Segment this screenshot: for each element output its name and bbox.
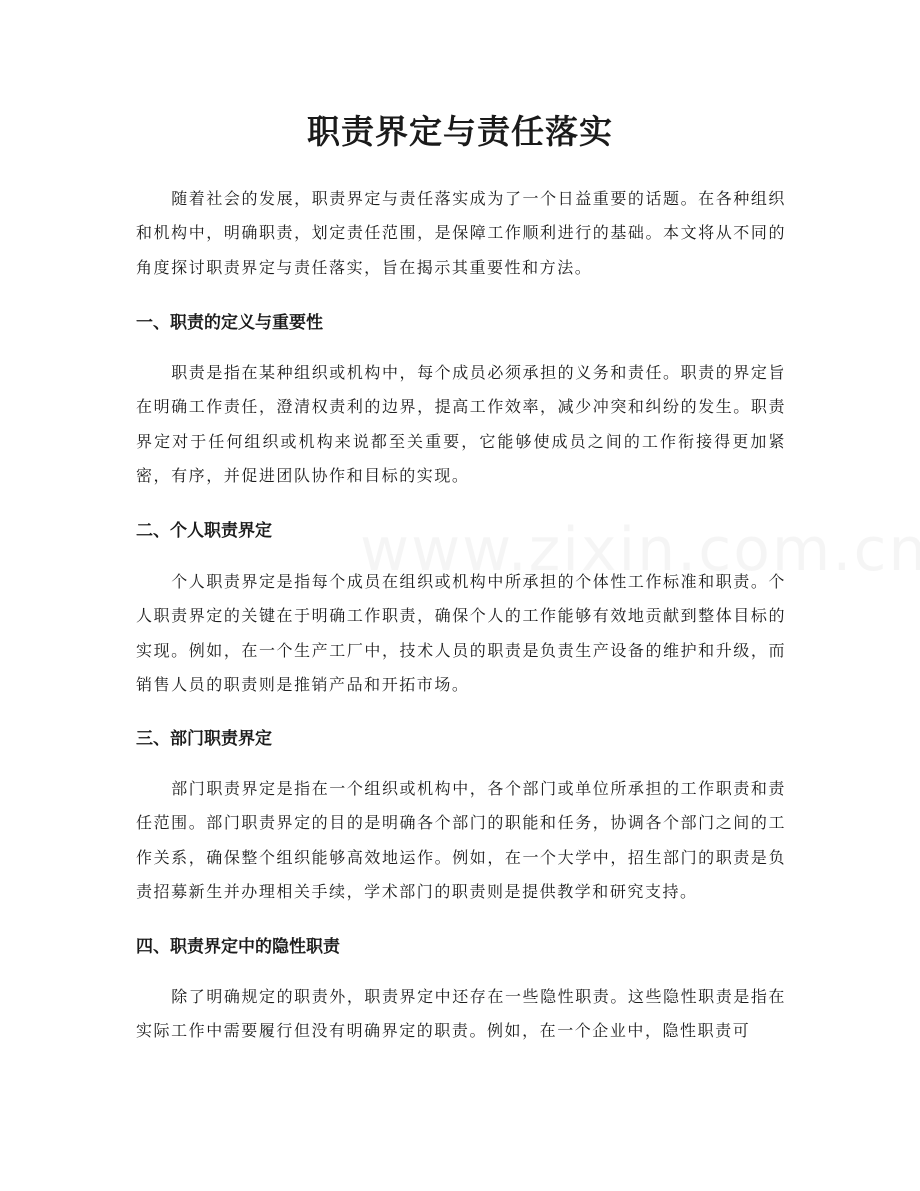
section-paragraph-4: 除了明确规定的职责外，职责界定中还存在一些隐性职责。这些隐性职责是指在实际工作中需要履行但没有明确界定的职责。例如，在一个企业中，隐性职责可 (136, 987, 786, 1041)
page-title: 职责界定与责任落实 (307, 112, 613, 151)
intro-paragraph: 随着社会的发展，职责界定与责任落实成为了一个日益重要的话题。在各种组织和机构中，明确职责，划定责任范围，是保障工作顺利进行的基础。本文将从不同的角度探讨职责界定与责任落实，旨在揭示其重要性和方法。 (136, 189, 786, 277)
section-paragraph-3: 部门职责界定是指在一个组织或机构中，各个部门或单位所承担的工作职责和责任范围。部门职责界定的目的是明确各个部门的职能和任务，协调各个部门之间的工作关系，确保整个组织能够高效地运作。例如，在一个大学中，招生部门的职责是负责招募新生并办理相关手续，学术部门的职责则是提供教学和研究支持。 (136, 779, 786, 901)
section-heading-3: 三、部门职责界定 (136, 729, 272, 749)
section-heading-2: 二、个人职责界定 (136, 521, 272, 541)
section-heading-1: 一、职责的定义与重要性 (136, 313, 323, 333)
section-paragraph-1: 职责是指在某种组织或机构中，每个成员必须承担的义务和责任。职责的界定旨在明确工作责任，澄清权责利的边界，提高工作效率，减少冲突和纠纷的发生。职责界定对于任何组织或机构来说都至关重要，它能够使成员之间的工作衔接得更加紧密，有序，并促进团队协作和目标的实现。 (136, 363, 786, 485)
section-heading-4: 四、职责界定中的隐性职责 (136, 937, 340, 957)
section-paragraph-2: 个人职责界定是指每个成员在组织或机构中所承担的个体性工作标准和职责。个人职责界定的关键在于明确工作职责，确保个人的工作能够有效地贡献到整体目标的实现。例如，在一个生产工厂中，技术人员的职责是负责生产设备的维护和升级，而销售人员的职责则是推销产品和开拓市场。 (136, 572, 786, 694)
